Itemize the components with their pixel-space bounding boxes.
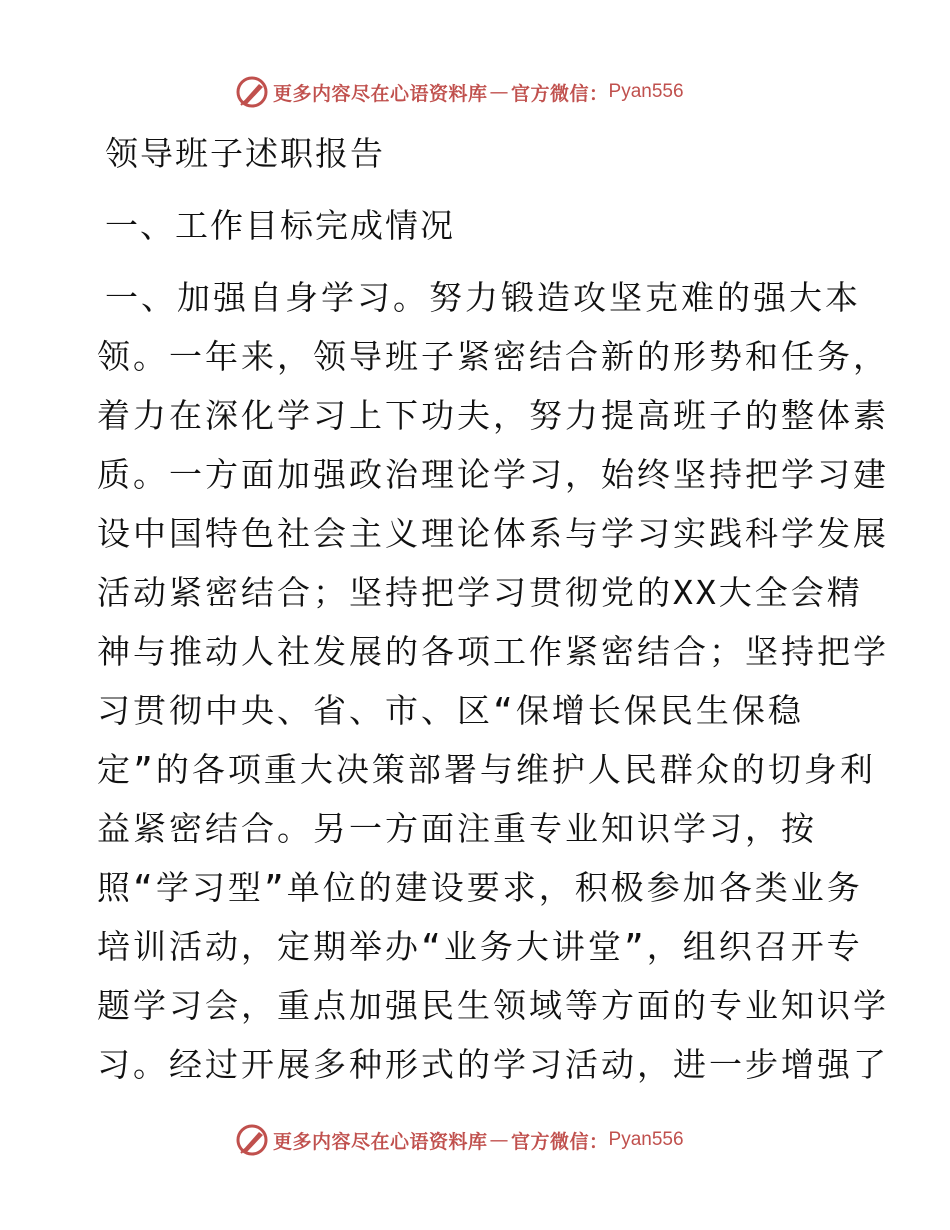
watermark-separator: — bbox=[489, 81, 510, 103]
watermark-text: 更多内容尽在心语资料库 bbox=[273, 1130, 488, 1153]
section-heading: 一、工作目标完成情况 bbox=[105, 206, 455, 245]
body-line: 益紧密结合。另一方面注重专业知识学习，按 bbox=[97, 809, 817, 848]
watermark-text: 更多内容尽在心语资料库 bbox=[273, 82, 488, 105]
body-line: 神与推动人社发展的各项工作紧密结合；坚持把学 bbox=[97, 632, 889, 671]
quill-logo-icon bbox=[235, 1123, 269, 1157]
body-line: 习贯彻中央、省、市、区“保增长保民生保稳 bbox=[97, 691, 804, 730]
body-line: 设中国特色社会主义理论体系与学习实践科学发展 bbox=[97, 514, 889, 553]
body-line: 领。一年来，领导班子紧密结合新的形势和任务， bbox=[97, 337, 889, 376]
watermark-id: Pyan556 bbox=[608, 81, 684, 102]
watermark-separator: — bbox=[489, 1129, 510, 1151]
body-line: 活动紧密结合；坚持把学习贯彻党的XX大全会精 bbox=[97, 573, 863, 612]
watermark-suffix: 官方微信： bbox=[511, 1130, 609, 1153]
document-title: 领导班子述职报告 bbox=[105, 134, 385, 173]
body-line: 题学习会，重点加强民生领域等方面的专业知识学 bbox=[97, 986, 889, 1025]
body-line: 质。一方面加强政治理论学习，始终坚持把学习建 bbox=[97, 455, 889, 494]
body-line: 培训活动，定期举办“业务大讲堂”，组织召开专 bbox=[97, 927, 863, 966]
body-line: 照“学习型”单位的建设要求，积极参加各类业务 bbox=[97, 868, 863, 907]
watermark-footer bbox=[235, 1120, 755, 1160]
body-line: 习。经过开展多种形式的学习活动，进一步增强了 bbox=[97, 1045, 889, 1084]
body-line: 一、加强自身学习。努力锻造攻坚克难的强大本 bbox=[105, 278, 861, 317]
watermark-id: Pyan556 bbox=[608, 1129, 684, 1150]
watermark-suffix: 官方微信： bbox=[511, 82, 609, 105]
body-line: 着力在深化学习上下功夫，努力提高班子的整体素 bbox=[97, 396, 889, 435]
body-line: 定”的各项重大决策部署与维护人民群众的切身利 bbox=[97, 750, 876, 789]
